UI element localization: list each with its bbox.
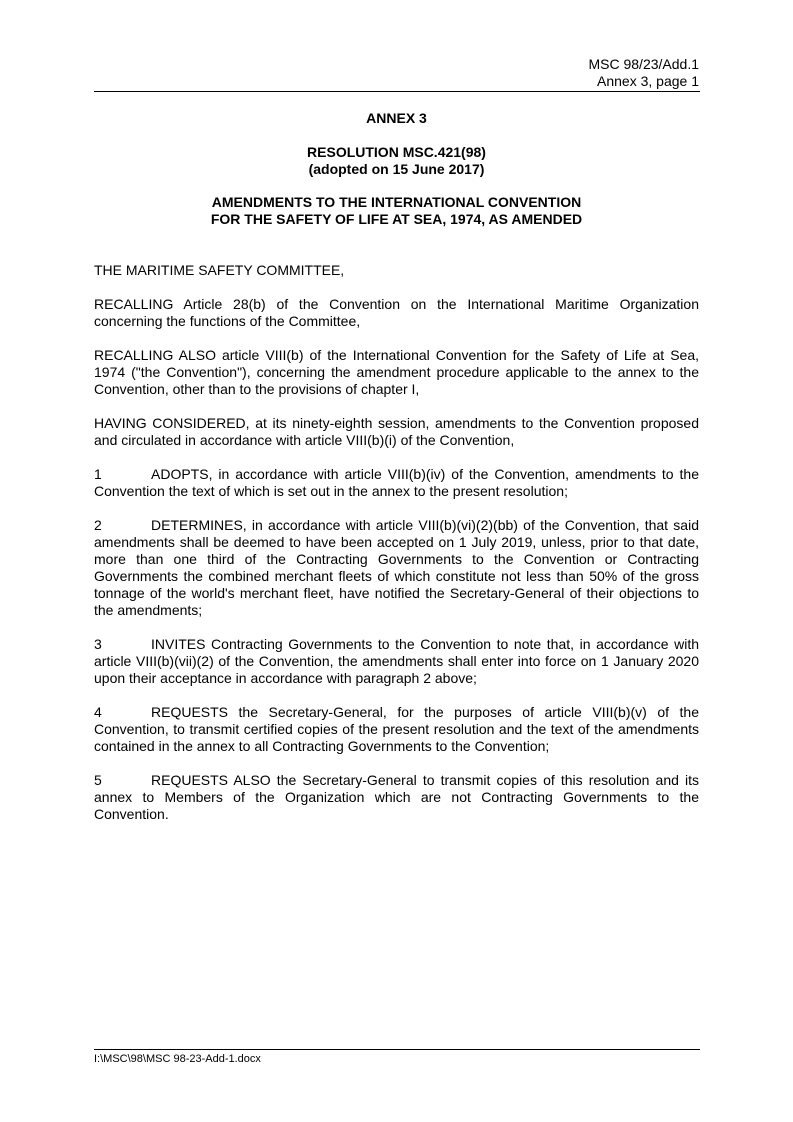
operative-paragraph-2: [94, 517, 699, 619]
paragraph-text: ADOPTS, in accordance with article VIII(b)(iv) of the Convention, amendments to the Convention the text of which is set out in the annex to the present resolution;: [94, 466, 699, 499]
paragraph-text: REQUESTS ALSO the Secretary-General to transmit copies of this resolution and its annex to Members of the Organization which are not Contracting Governments to the Convention.: [94, 772, 699, 822]
footer-divider: [94, 1049, 700, 1050]
paragraph-number: 3: [94, 636, 102, 652]
operative-paragraph-1: [94, 466, 699, 500]
paragraph-number: 4: [94, 704, 102, 720]
page-header: [588, 56, 699, 90]
operative-paragraph-4: [94, 704, 699, 755]
header-divider: [94, 91, 700, 92]
amendment-title-line-2: FOR THE SAFETY OF LIFE AT SEA, 1974, AS AMENDED: [210, 211, 583, 227]
footer-file-path: I:\MSC\98\MSC 98-23-Add-1.docx: [94, 1053, 261, 1065]
annex-title: ANNEX 3: [366, 110, 427, 126]
paragraph-text: REQUESTS the Secretary-General, for the purposes of article VIII(b)(v) of the Convention, to transmit certified copies of the present resolution and the text of the amendments contained in the annex to all Contracting Governments to the Convention;: [94, 704, 699, 754]
adoption-date: (adopted on 15 June 2017): [308, 161, 485, 177]
amendment-title: [94, 194, 699, 228]
recalling-paragraph: RECALLING Article 28(b) of the Convention on the International Maritime Organization concerning the functions of the Committee,: [94, 296, 699, 329]
committee-line: THE MARITIME SAFETY COMMITTEE,: [94, 262, 345, 278]
document-body: [94, 262, 699, 840]
paragraph-text: INVITES Contracting Governments to the Convention to note that, in accordance with article VIII(b)(vii)(2) of the Convention, the amendments shall enter into force on 1 January 2020 upon their acceptance in accordance with paragraph 2 above;: [94, 636, 699, 686]
resolution-number: RESOLUTION MSC.421(98): [307, 144, 486, 160]
document-symbol: MSC 98/23/Add.1: [588, 56, 699, 72]
recalling-also-paragraph: RECALLING ALSO article VIII(b) of the International Convention for the Safety of Life at Sea, 1974 ("the Convention"), concerning the amendment procedure applicable to the annex to the Convention, other than to the provisions of chapter I,: [94, 347, 699, 397]
resolution-heading: [94, 144, 699, 178]
paragraph-text: DETERMINES, in accordance with article VIII(b)(vi)(2)(bb) of the Convention, that said amendments shall be deemed to have been accepted on 1 July 2019, unless, prior to that date, more than one third of the Contracting Governments to the Convention or Contracting Governments the combined merchant fleets of which constitute not less than 50% of the gross tonnage of the world's merchant fleet, have notified the Secretary-General of their objections to the amendments;: [94, 517, 699, 618]
operative-paragraph-3: [94, 636, 699, 687]
paragraph-number: 2: [94, 517, 102, 533]
operative-paragraph-5: [94, 772, 699, 823]
paragraph-number: 5: [94, 772, 102, 788]
having-considered-paragraph: HAVING CONSIDERED, at its ninety-eighth session, amendments to the Convention proposed and circulated in accordance with article VIII(b)(i) of the Convention,: [94, 415, 699, 448]
page-reference: Annex 3, page 1: [597, 73, 699, 89]
paragraph-number: 1: [94, 466, 102, 482]
amendment-title-line-1: AMENDMENTS TO THE INTERNATIONAL CONVENTION: [211, 194, 582, 210]
